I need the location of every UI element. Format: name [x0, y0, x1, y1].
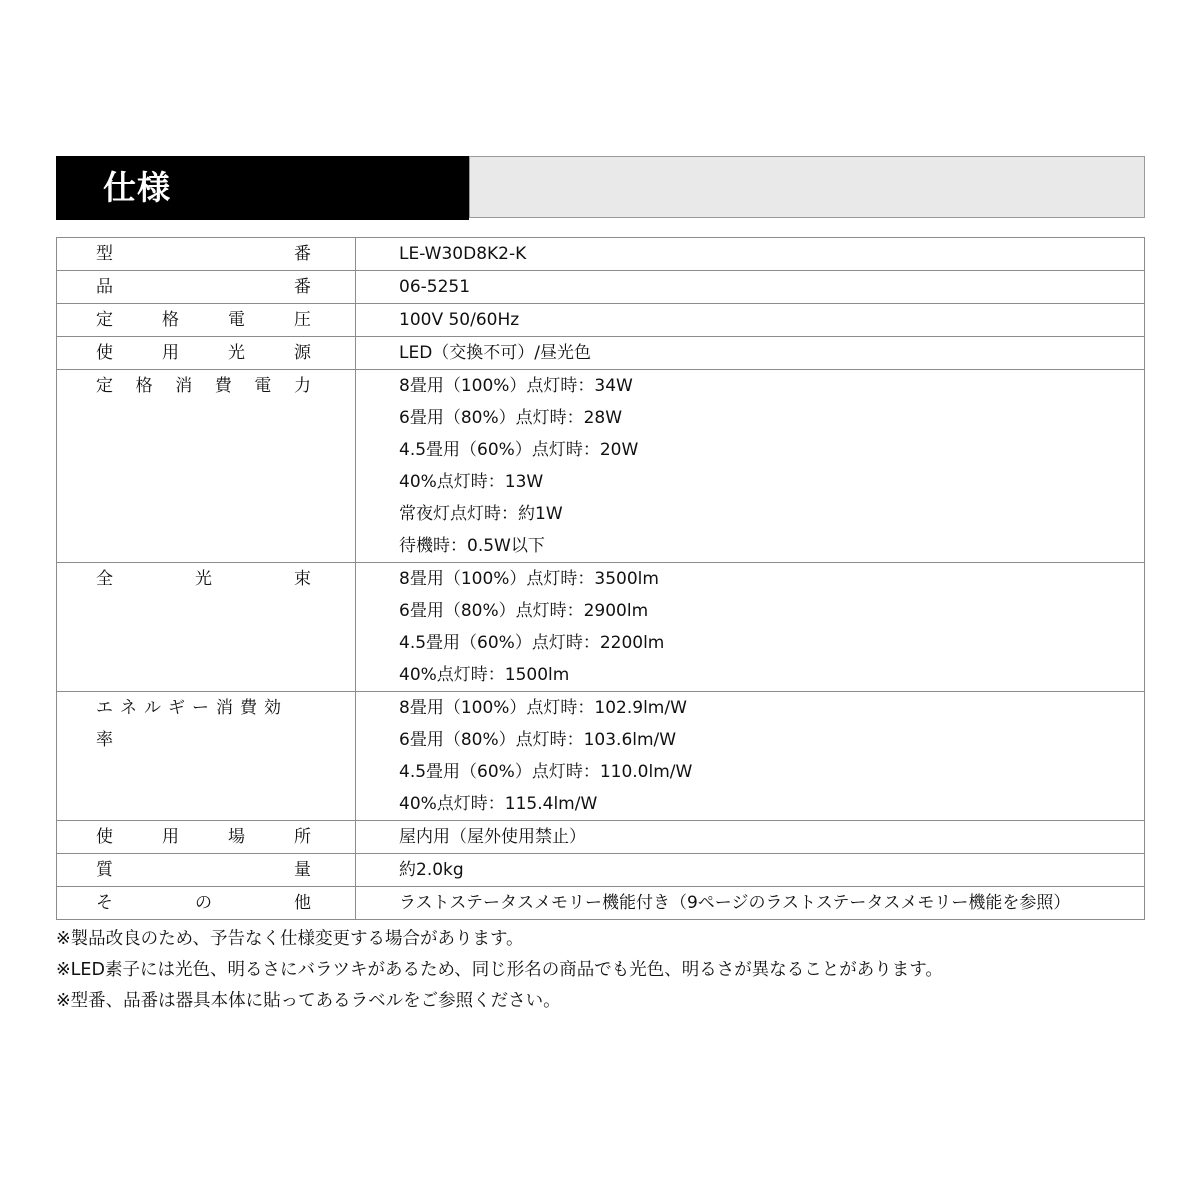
spec-table [56, 237, 1145, 920]
spec-label [57, 304, 355, 336]
spec-value: 40%点灯時：115.4lm/W [399, 794, 598, 814]
spec-label-char: 他 [294, 893, 311, 913]
spec-value: 06-5251 [399, 277, 471, 297]
spec-label-char: 格 [162, 310, 179, 330]
spec-label-char: 光 [195, 569, 212, 589]
spec-row [57, 337, 1145, 370]
spec-value-cell [356, 304, 1145, 337]
spec-value-cell [356, 370, 1145, 563]
spec-value: 6畳用（80%）点灯時：28W [399, 408, 623, 428]
spec-label-char: 束 [294, 569, 311, 589]
spec-value: 6畳用（80%）点灯時：103.6lm/W [399, 730, 677, 750]
spec-value: LE-W30D8K2-K [399, 244, 527, 264]
spec-row [57, 563, 1145, 692]
section-header-bar [56, 156, 469, 220]
spec-label-cell [57, 821, 356, 854]
spec-label-cell [57, 692, 356, 821]
spec-label-cell [57, 337, 356, 370]
spec-label-char: 量 [294, 860, 311, 880]
spec-row [57, 271, 1145, 304]
spec-label-char: 消 [175, 376, 193, 396]
section-header [56, 156, 1145, 220]
spec-label [57, 854, 355, 886]
spec-label-char: 用 [162, 827, 179, 847]
spec-value: 40%点灯時：13W [399, 472, 544, 492]
spec-label-char: の [195, 893, 212, 913]
spec-label [57, 887, 355, 919]
note-item: ※製品改良のため、予告なく仕様変更する場合があります。 [56, 929, 524, 949]
spec-value: ラストステータスメモリー機能付き（9ページのラストステータスメモリー機能を参照） [399, 893, 1071, 913]
section-title: 仕様 [103, 168, 171, 207]
spec-value: 4.5畳用（60%）点灯時：2200lm [399, 633, 665, 653]
spec-label-char: 使 [96, 827, 113, 847]
note-item: ※LED素子には光色、明るさにバラツキがあるため、同じ形名の商品でも光色、明るさが異なることがあります。 [56, 960, 943, 980]
note-item: ※型番、品番は器具本体に貼ってあるラベルをご参照ください。 [56, 991, 561, 1011]
spec-label-char: 格 [135, 376, 153, 396]
spec-label-char: 品 [96, 277, 113, 297]
spec-row [57, 854, 1145, 887]
spec-label-char: 圧 [294, 310, 311, 330]
spec-label-char: 定 [96, 310, 113, 330]
spec-value-cell [356, 337, 1145, 370]
spec-label-char: 場 [228, 827, 245, 847]
spec-value: 約2.0kg [399, 860, 464, 880]
spec-label-char: 光 [228, 343, 245, 363]
spec-value-cell [356, 821, 1145, 854]
spec-label-cell [57, 887, 356, 920]
spec-value: LED（交換不可）/昼光色 [399, 343, 592, 363]
spec-label [57, 821, 355, 853]
spec-value-cell [356, 238, 1145, 271]
spec-label-char: 番 [294, 277, 311, 297]
spec-label [57, 337, 355, 369]
spec-label [57, 238, 355, 270]
spec-value-cell [356, 854, 1145, 887]
spec-label: エネルギー消費効率 [96, 698, 288, 750]
spec-label-char: 番 [294, 244, 311, 264]
spec-value-cell [356, 887, 1145, 920]
spec-value: 4.5畳用（60%）点灯時：110.0lm/W [399, 762, 693, 782]
spec-value: 待機時：0.5W以下 [399, 536, 545, 556]
spec-label-char: 質 [96, 860, 113, 880]
spec-value: 100V 50/60Hz [399, 310, 520, 330]
spec-row [57, 887, 1145, 920]
spec-label-char: 費 [214, 376, 232, 396]
spec-label-char: 電 [228, 310, 245, 330]
spec-value: 4.5畳用（60%）点灯時：20W [399, 440, 639, 460]
spec-row [57, 304, 1145, 337]
spec-label [57, 563, 355, 595]
spec-value: 40%点灯時：1500lm [399, 665, 570, 685]
spec-label-char: 用 [162, 343, 179, 363]
spec-row [57, 692, 1145, 821]
spec-value: 8畳用（100%）点灯時：34W [399, 376, 633, 396]
spec-value-cell [356, 692, 1145, 821]
spec-row [57, 238, 1145, 271]
spec-value: 6畳用（80%）点灯時：2900lm [399, 601, 649, 621]
spec-label-cell [57, 563, 356, 692]
spec-label-char: 全 [96, 569, 113, 589]
spec-value: 8畳用（100%）点灯時：102.9lm/W [399, 698, 687, 718]
spec-row [57, 370, 1145, 563]
spec-value: 8畳用（100%）点灯時：3500lm [399, 569, 659, 589]
notes [56, 924, 1176, 1017]
spec-label-cell [57, 271, 356, 304]
spec-label [57, 370, 355, 402]
spec-value: 屋内用（屋外使用禁止） [399, 827, 586, 847]
spec-label-cell [57, 854, 356, 887]
spec-label-char: そ [96, 893, 113, 913]
spec-label-char: 電 [254, 376, 272, 396]
spec-label-char: 定 [96, 376, 113, 396]
spec-label-char: 使 [96, 343, 113, 363]
spec-value-cell [356, 563, 1145, 692]
spec-label-char: 所 [294, 827, 311, 847]
spec-value-cell [356, 271, 1145, 304]
spec-label-char: 力 [293, 376, 311, 396]
spec-label-char: 源 [294, 343, 311, 363]
spec-label-cell [57, 370, 356, 563]
spec-label-cell [57, 304, 356, 337]
spec-label [57, 271, 355, 303]
spec-label-char: 型 [96, 244, 113, 264]
section-header-fill [469, 156, 1145, 218]
spec-row [57, 821, 1145, 854]
spec-value: 常夜灯点灯時：約1W [399, 504, 563, 524]
spec-label-cell [57, 238, 356, 271]
